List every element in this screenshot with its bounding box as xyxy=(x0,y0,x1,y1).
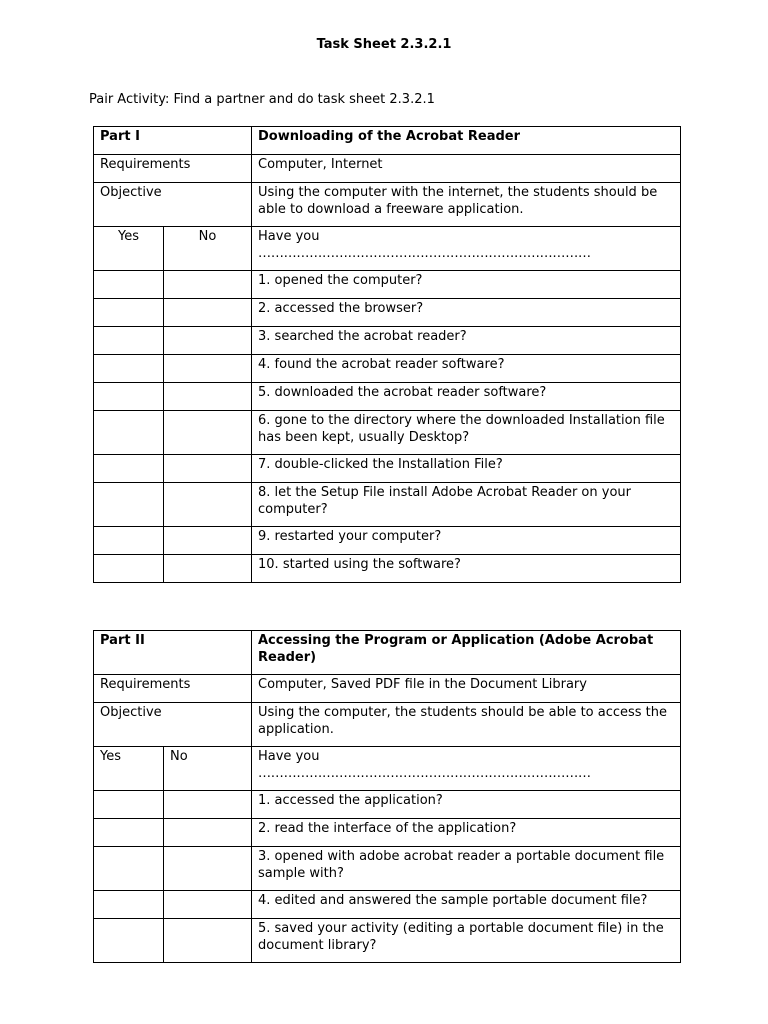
table-row xyxy=(94,847,681,891)
yes-checkbox-cell[interactable] xyxy=(94,271,164,299)
table-row xyxy=(94,411,681,455)
part-label: Part I xyxy=(94,127,252,155)
yes-checkbox-cell[interactable] xyxy=(94,411,164,455)
table-row xyxy=(94,227,681,271)
no-checkbox-cell[interactable] xyxy=(164,555,252,583)
objective-label: Objective xyxy=(94,703,252,747)
table-row xyxy=(94,527,681,555)
part-heading: Downloading of the Acrobat Reader xyxy=(252,127,681,155)
yes-checkbox-cell[interactable] xyxy=(94,355,164,383)
no-checkbox-cell[interactable] xyxy=(164,919,252,963)
checklist-item: 1. accessed the application? xyxy=(252,791,681,819)
part-label: Part II xyxy=(94,631,252,675)
checklist-item: 6. gone to the directory where the downloaded Installation file has been kept, usually Desktop? xyxy=(252,411,681,455)
requirements-label: Requirements xyxy=(94,155,252,183)
objective-value: Using the computer with the internet, the students should be able to download a freeware application. xyxy=(252,183,681,227)
no-checkbox-cell[interactable] xyxy=(164,891,252,919)
dotted-line: …………………………………………………………………… xyxy=(258,765,591,781)
no-checkbox-cell[interactable] xyxy=(164,411,252,455)
no-checkbox-cell[interactable] xyxy=(164,847,252,891)
table-row xyxy=(94,183,681,227)
table-row xyxy=(94,747,681,791)
checklist-item: 2. accessed the browser? xyxy=(252,299,681,327)
table-row xyxy=(94,819,681,847)
yes-checkbox-cell[interactable] xyxy=(94,791,164,819)
have-you-cell xyxy=(252,747,681,791)
table-row xyxy=(94,155,681,183)
part-heading: Accessing the Program or Application (Adobe Acrobat Reader) xyxy=(252,631,681,675)
task-table-part-1 xyxy=(93,126,681,583)
table-row xyxy=(94,327,681,355)
yes-checkbox-cell[interactable] xyxy=(94,327,164,355)
checklist-item: 8. let the Setup File install Adobe Acrobat Reader on your computer? xyxy=(252,483,681,527)
requirements-value: Computer, Saved PDF file in the Document Library xyxy=(252,675,681,703)
no-checkbox-cell[interactable] xyxy=(164,819,252,847)
checklist-item: 4. found the acrobat reader software? xyxy=(252,355,681,383)
checklist-item: 3. opened with adobe acrobat reader a portable document file sample with? xyxy=(252,847,681,891)
checklist-item: 9. restarted your computer? xyxy=(252,527,681,555)
yes-checkbox-cell[interactable] xyxy=(94,299,164,327)
checklist-item: 2. read the interface of the application? xyxy=(252,819,681,847)
no-checkbox-cell[interactable] xyxy=(164,527,252,555)
no-checkbox-cell[interactable] xyxy=(164,791,252,819)
yes-checkbox-cell[interactable] xyxy=(94,483,164,527)
table-row xyxy=(94,483,681,527)
checklist-item: 5. downloaded the acrobat reader software? xyxy=(252,383,681,411)
dotted-line: …………………………………………………………………… xyxy=(258,245,591,261)
yes-checkbox-cell[interactable] xyxy=(94,383,164,411)
table-row xyxy=(94,299,681,327)
table-row xyxy=(94,631,681,675)
task-table-part-2 xyxy=(93,630,681,963)
intro-text: Pair Activity: Find a partner and do task sheet 2.3.2.1 xyxy=(89,92,435,107)
yes-checkbox-cell[interactable] xyxy=(94,891,164,919)
yes-header: Yes xyxy=(94,227,164,271)
yes-checkbox-cell[interactable] xyxy=(94,919,164,963)
table-row xyxy=(94,703,681,747)
no-checkbox-cell[interactable] xyxy=(164,483,252,527)
no-checkbox-cell[interactable] xyxy=(164,455,252,483)
no-checkbox-cell[interactable] xyxy=(164,383,252,411)
yes-checkbox-cell[interactable] xyxy=(94,819,164,847)
table-row xyxy=(94,919,681,963)
objective-value: Using the computer, the students should be able to access the application. xyxy=(252,703,681,747)
table-row xyxy=(94,383,681,411)
no-checkbox-cell[interactable] xyxy=(164,299,252,327)
yes-checkbox-cell[interactable] xyxy=(94,455,164,483)
objective-label: Objective xyxy=(94,183,252,227)
yes-checkbox-cell[interactable] xyxy=(94,847,164,891)
checklist-item: 10. started using the software? xyxy=(252,555,681,583)
requirements-value: Computer, Internet xyxy=(252,155,681,183)
yes-checkbox-cell[interactable] xyxy=(94,555,164,583)
table-row xyxy=(94,675,681,703)
table-row xyxy=(94,355,681,383)
table-row xyxy=(94,791,681,819)
checklist-item: 1. opened the computer? xyxy=(252,271,681,299)
table-row xyxy=(94,891,681,919)
no-header: No xyxy=(164,227,252,271)
checklist-item: 3. searched the acrobat reader? xyxy=(252,327,681,355)
page-title: Task Sheet 2.3.2.1 xyxy=(316,37,452,52)
no-checkbox-cell[interactable] xyxy=(164,271,252,299)
no-checkbox-cell[interactable] xyxy=(164,355,252,383)
no-header: No xyxy=(164,747,252,791)
checklist-item: 5. saved your activity (editing a portable document file) in the document library? xyxy=(252,919,681,963)
have-you-cell xyxy=(252,227,681,271)
have-you-label: Have you xyxy=(258,749,320,764)
checklist-item: 7. double-clicked the Installation File? xyxy=(252,455,681,483)
no-checkbox-cell[interactable] xyxy=(164,327,252,355)
table-row xyxy=(94,455,681,483)
have-you-label: Have you xyxy=(258,229,320,244)
table-row xyxy=(94,555,681,583)
table-row xyxy=(94,271,681,299)
requirements-label: Requirements xyxy=(94,675,252,703)
yes-checkbox-cell[interactable] xyxy=(94,527,164,555)
checklist-item: 4. edited and answered the sample portable document file? xyxy=(252,891,681,919)
table-row xyxy=(94,127,681,155)
yes-header: Yes xyxy=(94,747,164,791)
